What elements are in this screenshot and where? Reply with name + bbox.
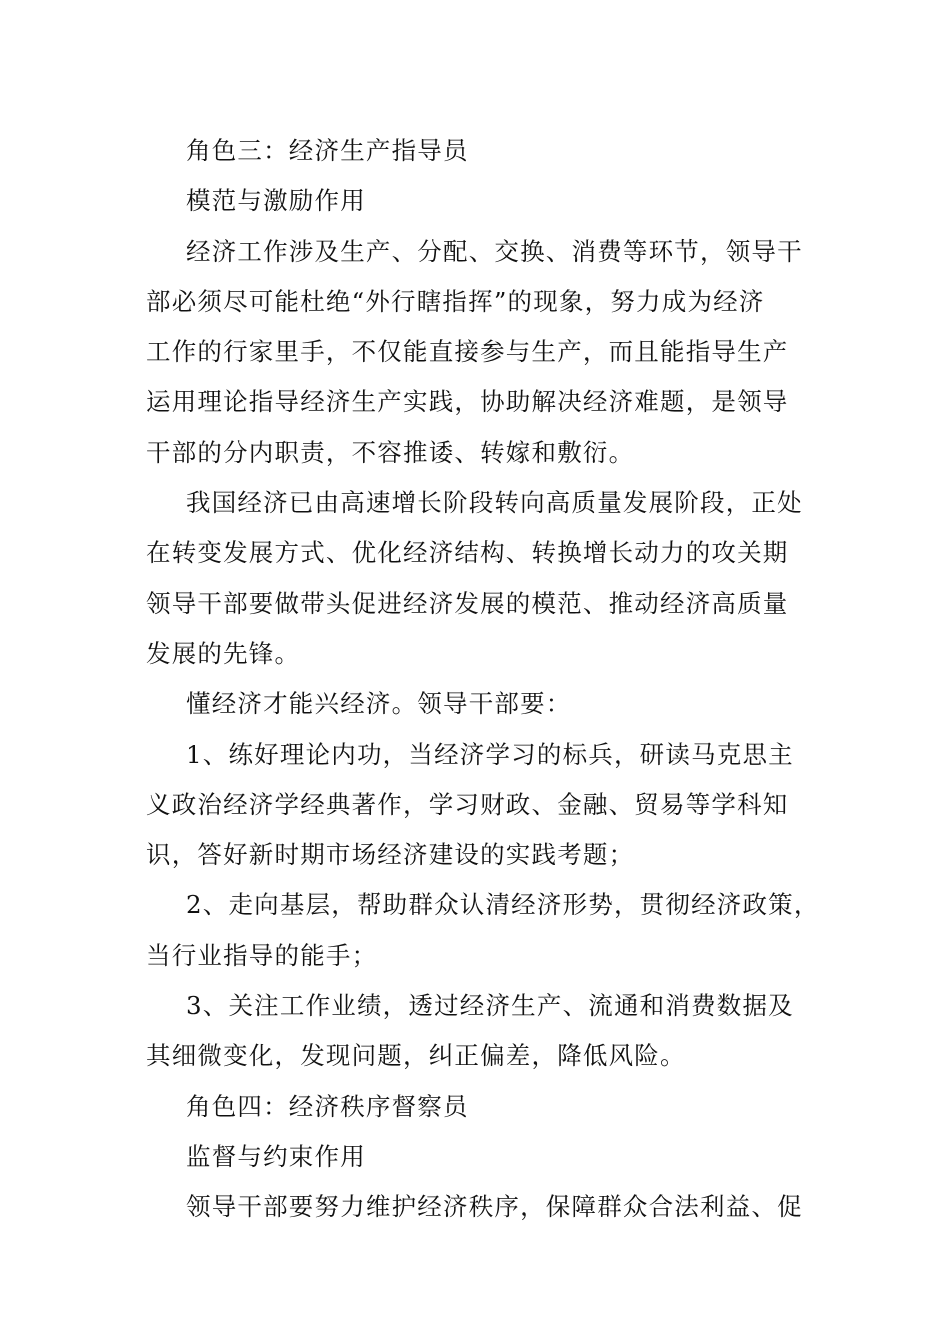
list-item-3-continued: 其细微变化，发现问题，纠正偏差，降低风险。 <box>146 1041 686 1071</box>
paragraph-line: 干部的分内职责，不容推诿、转嫁和敷衍。 <box>146 437 635 467</box>
subheading-model-incentive: 模范与激励作用 <box>186 186 366 216</box>
section-heading-role-four: 角色四：经济秩序督察员 <box>186 1091 469 1121</box>
paragraph-line: 我国经济已由高速增长阶段转向高质量发展阶段，正处 <box>186 488 803 518</box>
paragraph-line: 领导干部要做带头促进经济发展的模范、推动经济高质量 <box>146 588 789 618</box>
paragraph-line: 部必须尽可能杜绝“外行瞎指挥”的现象，努力成为经济 <box>146 286 765 316</box>
document-body <box>146 126 826 1233</box>
paragraph-line: 运用理论指导经济生产实践，协助解决经济难题，是领导 <box>146 387 789 417</box>
paragraph-line: 领导干部要努力维护经济秩序，保障群众合法利益、促 <box>186 1192 803 1222</box>
list-item-2: 2、走向基层，帮助群众认清经济形势，贯彻经济政策， <box>186 890 820 920</box>
paragraph-line: 在转变发展方式、优化经济结构、转换增长动力的攻关期 <box>146 538 789 568</box>
paragraph-line: 发展的先锋。 <box>146 638 301 668</box>
list-item-1-continued: 义政治经济学经典著作，学习财政、金融、贸易等学科知 <box>146 789 789 819</box>
list-item-3: 3、关注工作业绩，透过经济生产、流通和消费数据及 <box>186 991 794 1021</box>
section-heading-role-three: 角色三：经济生产指导员 <box>186 136 469 165</box>
subheading-supervision-constraint: 监督与约束作用 <box>186 1141 366 1171</box>
paragraph-line: 经济工作涉及生产、分配、交换、消费等环节，领导干 <box>186 236 803 266</box>
paragraph-line: 懂经济才能兴经济。领导干部要： <box>186 689 572 719</box>
list-item-2-continued: 当行业指导的能手； <box>146 940 378 970</box>
list-item-1-continued: 识，答好新时期市场经济建设的实践考题； <box>146 840 635 870</box>
paragraph-line: 工作的行家里手，不仅能直接参与生产，而且能指导生产 <box>146 337 789 367</box>
list-item-1: 1、练好理论内功，当经济学习的标兵，研读马克思主 <box>186 739 794 769</box>
